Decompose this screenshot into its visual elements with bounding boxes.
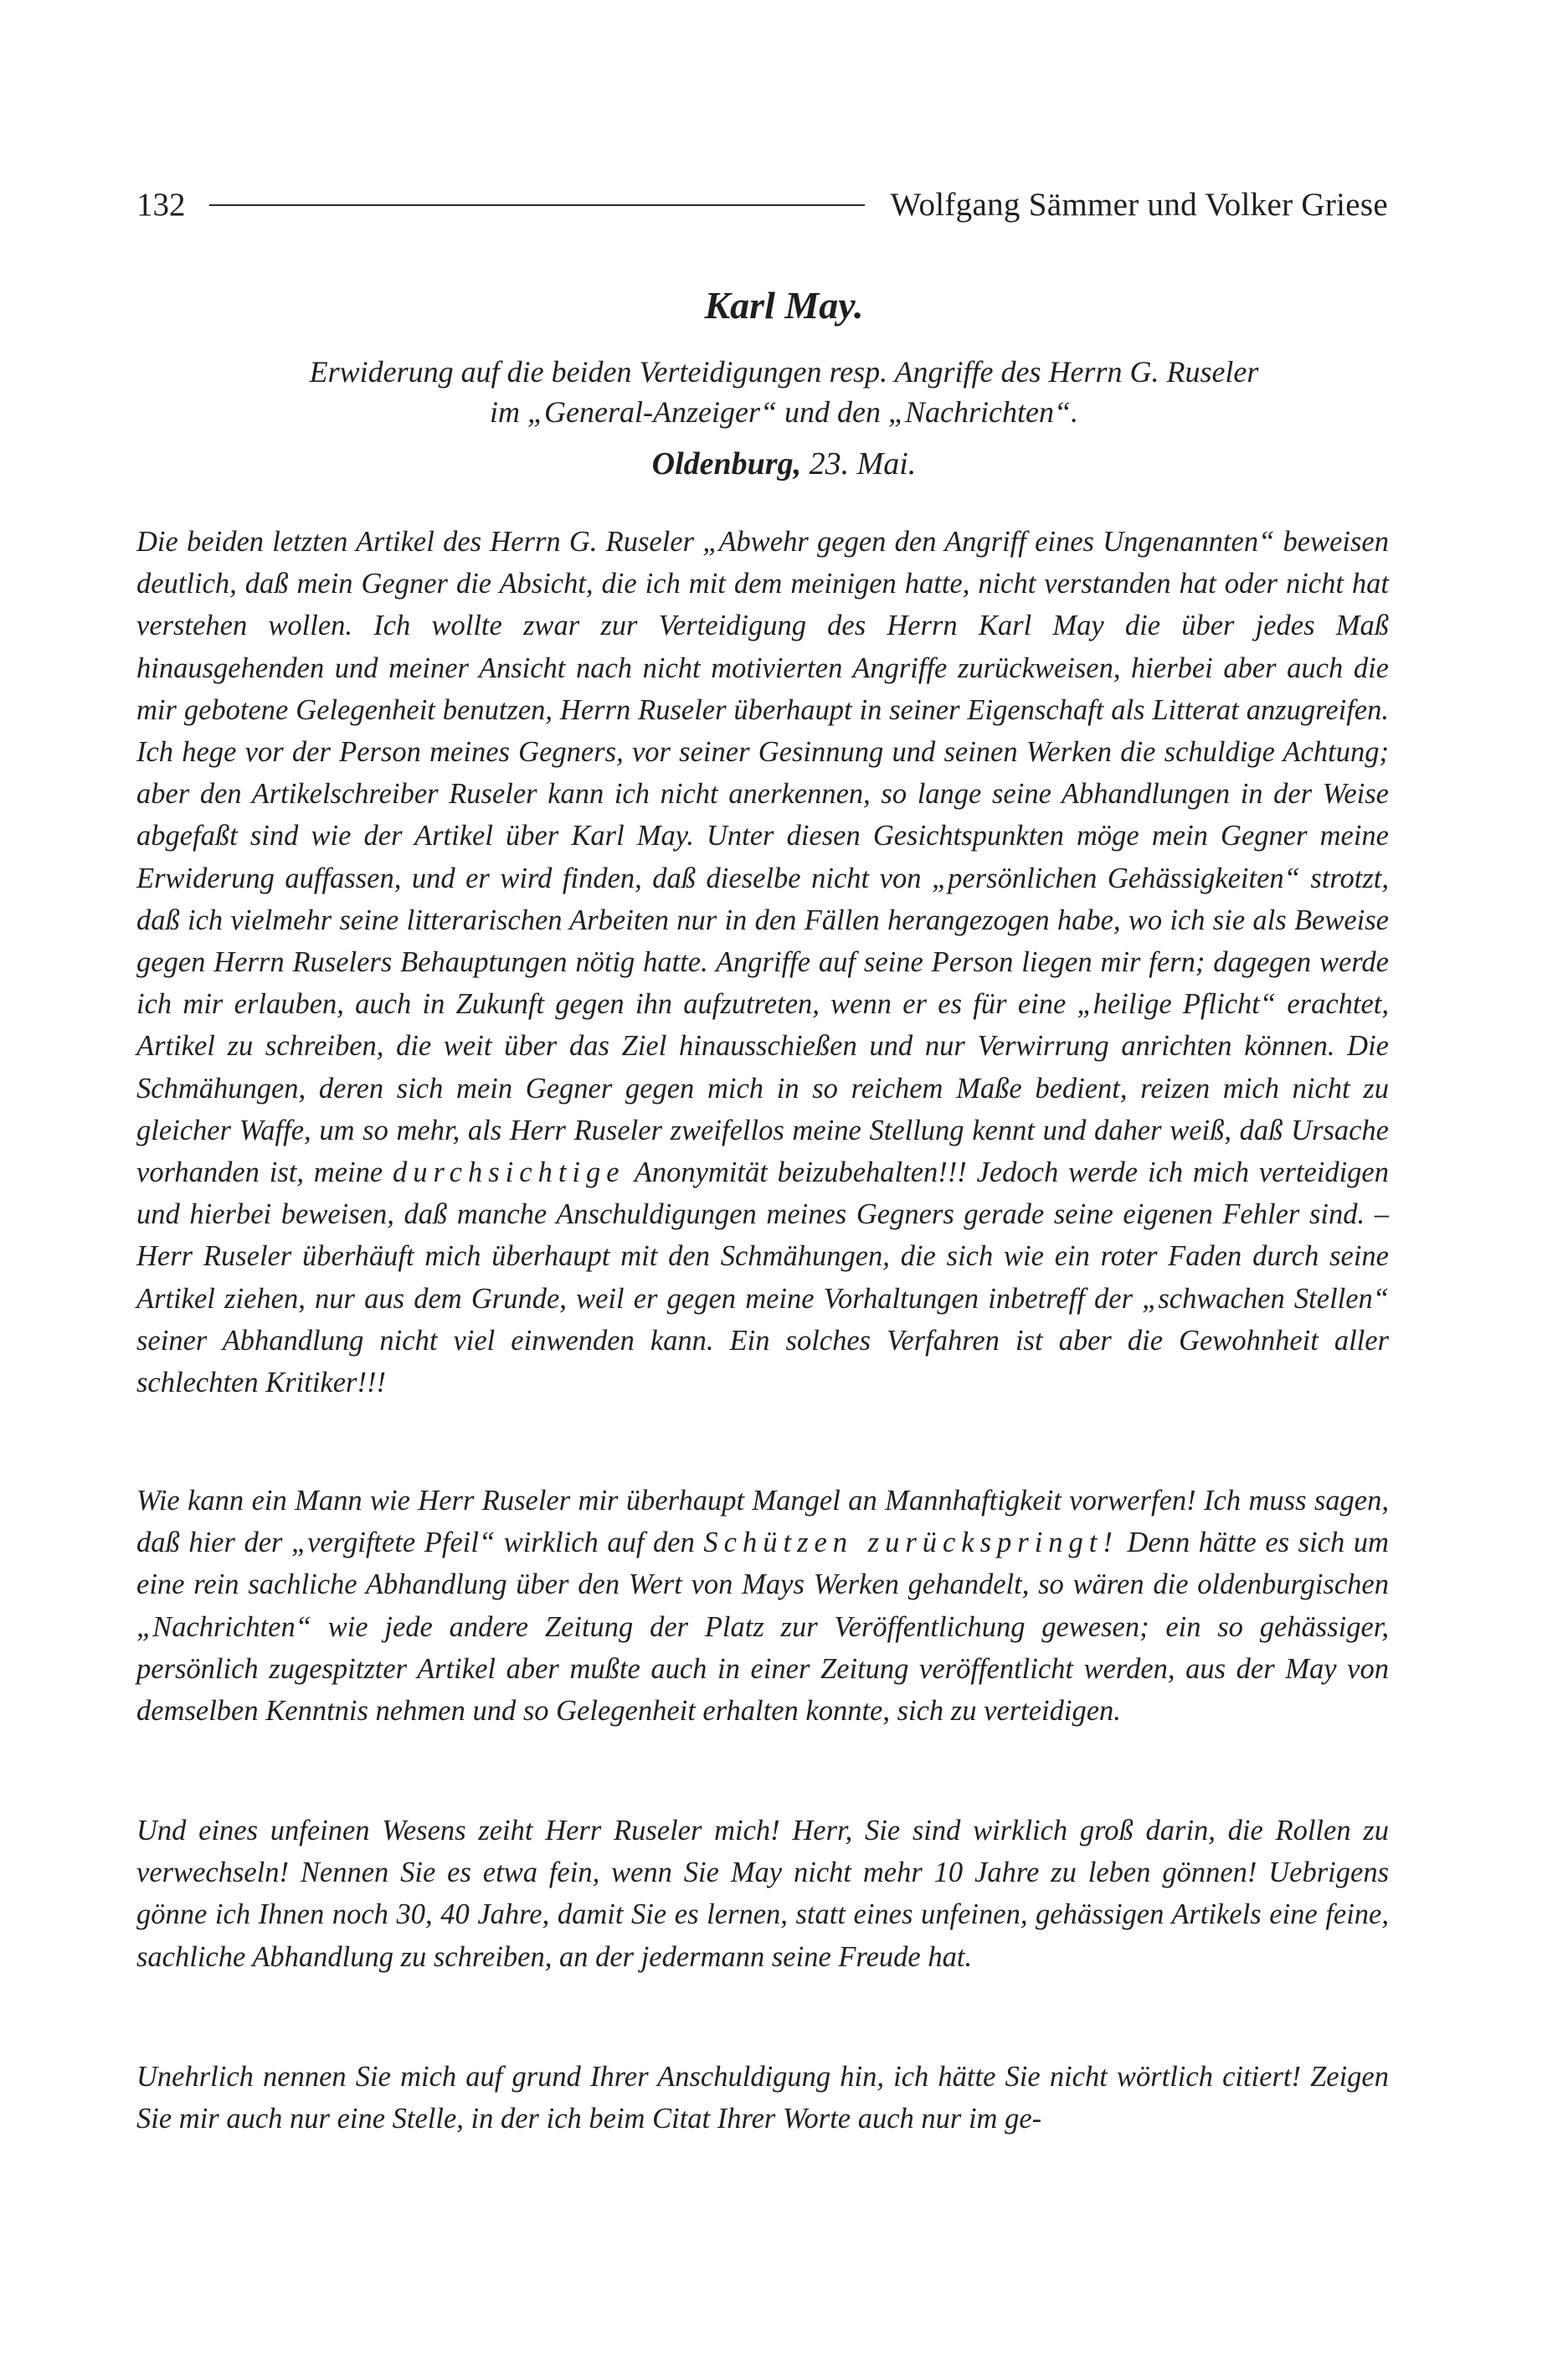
paragraph-text: Wie kann ein Mann wie Herr Ruseler mir überhaupt Mangel an Mannhaftigkeit vorwerfen! Ich muss sagen, daß hier der „vergiftete Pfeil“ wirklich auf den (136, 1485, 1389, 1559)
page-number: 132 (136, 186, 186, 223)
paragraph-text: Denn hätte es sich um eine rein sachliche Abhandlung über den Wert von Mays Werken gehandelt, so wären die oldenburgischen „Nachrichten“ wie jede andere Zeitung der Platz zur Veröffentlichung gewesen; ein so gehässiger, persönlich zugespitzter Artikel aber mußte auch in einer Zeitung veröffentlicht werden, aus der May von demselben Kenntnis nehmen und so Gelegenheit erhalten konnte, sich zu verteidigen. (136, 1527, 1389, 1728)
paragraph (136, 2056, 1389, 2140)
dateline-place: Oldenburg, (651, 446, 802, 482)
article-subtitle (0, 352, 1568, 432)
subtitle-line: Erwiderung auf die beiden Verteidigungen resp. Angriffe des Herrn G. Ruseler (309, 355, 1259, 389)
paragraph (136, 521, 1389, 1403)
paragraph-text: Die beiden letzten Artikel des Herrn G. Ruseler „Abwehr gegen den Angriff eines Ungenannten“ beweisen deutlich, daß mein Gegner die Absicht, die ich mit dem meinigen hatte, nicht verstanden hat oder nicht hat verstehen wollen. Ich wollte zwar zur Verteidigung des Herrn Karl May die über jedes Maß hinausgehenden und meiner Ansicht nach nicht motivierten Angriffe zurückweisen, hierbei aber auch die mir gebotene Gelegenheit benutzen, Herrn Ruseler überhaupt in seiner Eigenschaft als Litterat anzugreifen. Ich hege vor der Person meines Gegners, vor seiner Gesinnung und seinen Werken die schuldige Achtung; aber den Artikelschreiber Ruseler kann ich nicht anerkennen, so lange seine Abhandlungen in der Weise abgefaßt sind wie der Artikel über Karl May. Unter diesen Gesichtspunkten möge mein Gegner meine Erwiderung auffassen, und er wird finden, daß dieselbe nicht von „persönlichen Gehässigkeiten“ strotzt, daß ich vielmehr seine litterarischen Arbeiten nur in den Fällen herangezogen habe, wo ich sie als Beweise gegen Herrn Ruselers Behauptungen nötig hatte. Angriffe auf seine Person liegen mir fern; dagegen werde ich mir erlauben, auch in Zukunft gegen ihn aufzutreten, wenn er es für eine „heilige Pflicht“ erachtet, Artikel zu schreiben, die weit über das Ziel hinausschießen und nur Verwirrung anrichten können. Die Schmähungen, deren sich mein Gegner gegen mich in so reichem Maße bedient, reizen mich nicht zu gleicher Waffe, um so mehr, als Herr Ruseler zweifellos meine Stellung kennt und daher weiß, daß Ursache vorhanden ist, meine (136, 526, 1389, 1189)
header-rule (209, 204, 866, 206)
paragraph-text: Und eines unfeinen Wesens zeiht Herr Ruseler mich! Herr, Sie sind wirklich groß darin, die Rollen zu verwechseln! Nennen Sie es etwa fein, wenn Sie May nicht mehr 10 Jahre zu leben gönnen! Uebrigens gönne ich Ihnen noch 30, 40 Jahre, damit Sie es lernen, statt eines unfeinen, gehässigen Artikels eine feine, sachliche Abhandlung zu schreiben, an der jedermann seine Freude hat. (136, 1815, 1389, 1973)
subtitle-line: im „General-Anzeiger“ und den „Nachrichten“. (490, 395, 1078, 429)
paragraph-text: Unehrlich nennen Sie mich auf grund Ihrer Anschuldigung hin, ich hätte Sie nicht wörtlich citiert! Zeigen Sie mir auch nur eine Stelle, in der ich beim Citat Ihrer Worte auch nur im ge- (136, 2061, 1389, 2135)
dateline-date: 23. Mai. (801, 446, 917, 482)
paragraph (136, 1480, 1389, 1732)
emphasized-text: Schützen zurückspringt! (703, 1527, 1118, 1559)
article-title: Karl May. (704, 284, 864, 327)
paragraph (136, 1810, 1389, 1978)
running-header (136, 179, 1388, 229)
paragraph-text: Anonymität beizubehalten!!! Jedoch werde ich mich verteidigen und hierbei beweisen, daß manche Anschuldigungen meines Gegners gerade seine eigenen Fehler sind. – Herr Ruseler überhäuft mich überhaupt mit den Schmähungen, die sich wie ein roter Faden durch seine Artikel ziehen, nur aus dem Grunde, weil er gegen meine Vorhaltungen inbetreff der „schwachen Stellen“ seiner Abhandlung nicht viel einwenden kann. Ein solches Verfahren ist aber die Gewohnheit aller schlechten Kritiker!!! (136, 1156, 1389, 1399)
emphasized-text: durchsichtige (393, 1156, 625, 1189)
header-authors: Wolfgang Sämmer und Volker Griese (890, 186, 1388, 223)
dateline (0, 446, 1568, 482)
